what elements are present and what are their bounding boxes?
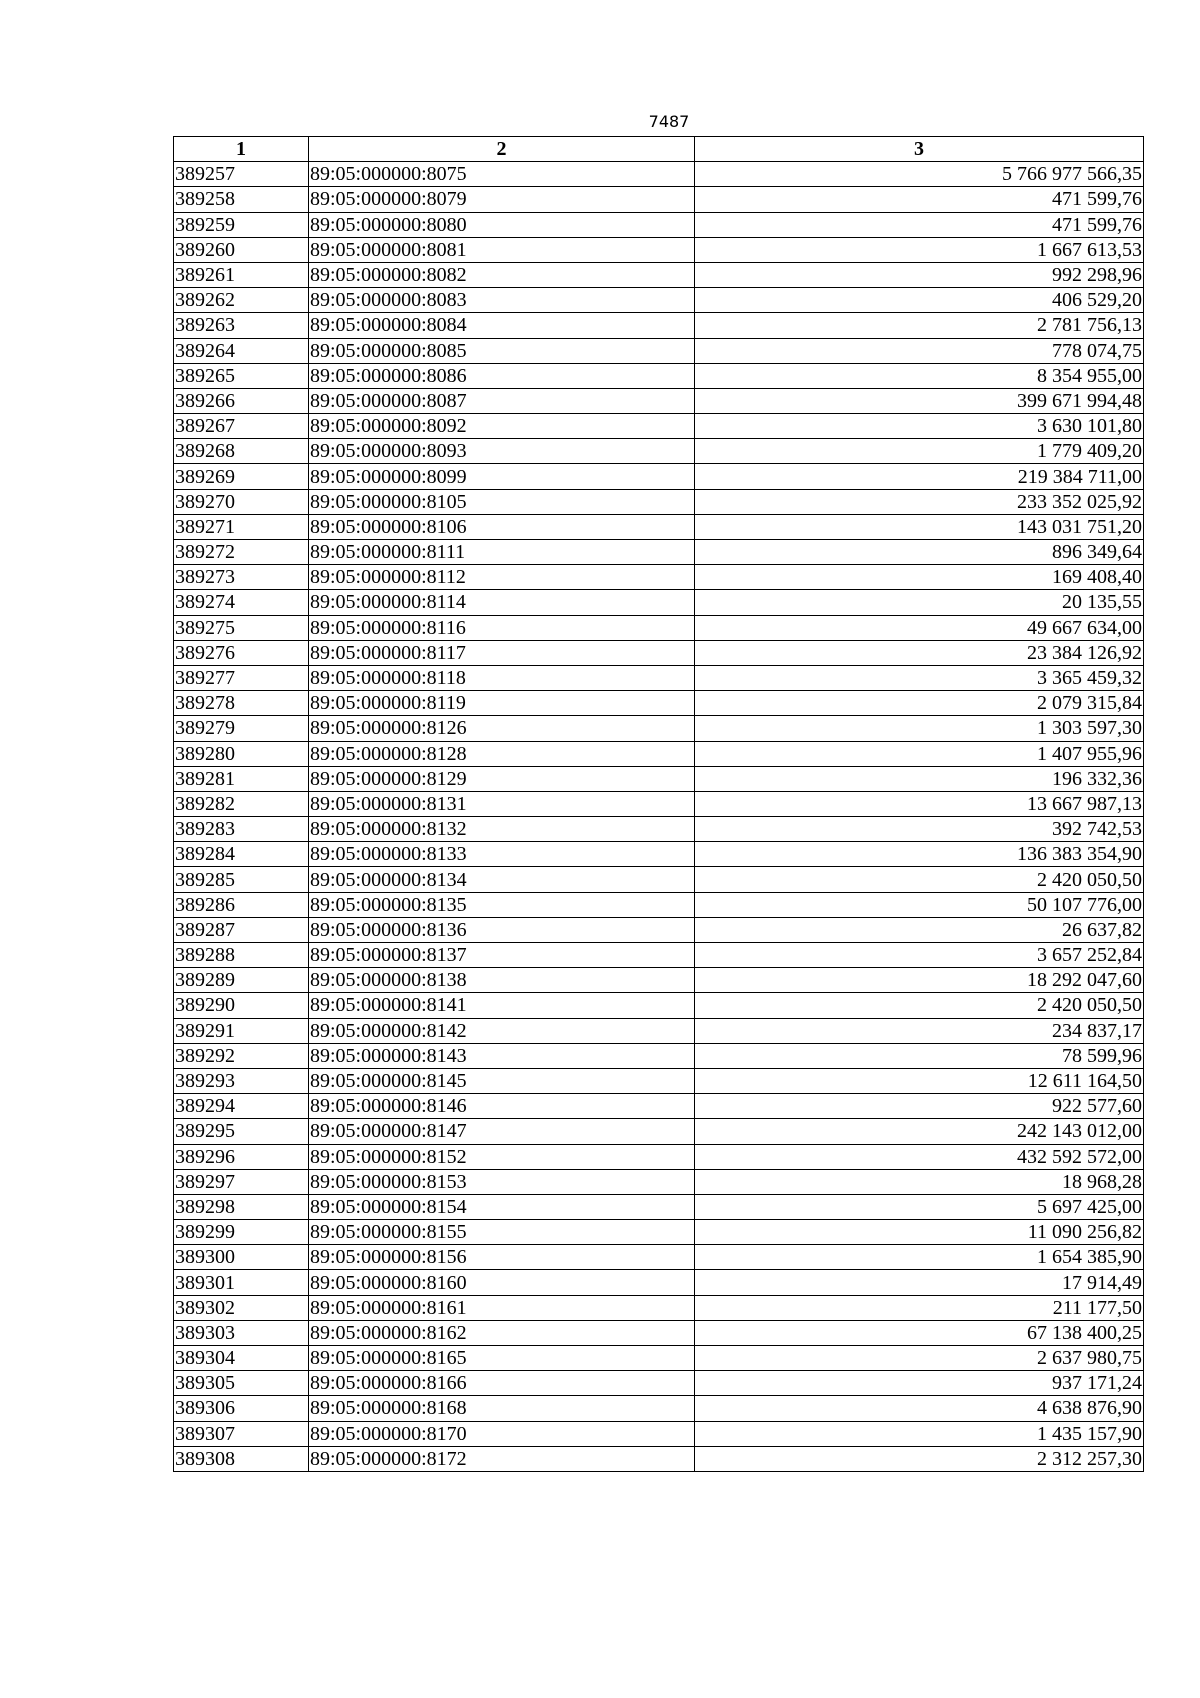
value-cell: 8 354 955,00 bbox=[695, 363, 1144, 388]
cadastral-number-cell: 89:05:000000:8156 bbox=[309, 1245, 695, 1270]
row-id-cell: 389285 bbox=[174, 867, 309, 892]
table-row bbox=[174, 766, 1144, 791]
value-cell: 3 657 252,84 bbox=[695, 943, 1144, 968]
column-header-2: 2 bbox=[309, 137, 695, 162]
table-row bbox=[174, 514, 1144, 539]
cadastral-number-cell: 89:05:000000:8152 bbox=[309, 1144, 695, 1169]
row-id-cell: 389278 bbox=[174, 691, 309, 716]
table-row bbox=[174, 741, 1144, 766]
value-cell: 5 766 977 566,35 bbox=[695, 162, 1144, 187]
row-id-cell: 389281 bbox=[174, 766, 309, 791]
cadastral-number-cell: 89:05:000000:8138 bbox=[309, 968, 695, 993]
table-row bbox=[174, 288, 1144, 313]
cadastral-number-cell: 89:05:000000:8082 bbox=[309, 262, 695, 287]
row-id-cell: 389282 bbox=[174, 791, 309, 816]
cadastral-number-cell: 89:05:000000:8142 bbox=[309, 1018, 695, 1043]
value-cell: 169 408,40 bbox=[695, 565, 1144, 590]
value-cell: 399 671 994,48 bbox=[695, 388, 1144, 413]
cadastral-number-cell: 89:05:000000:8137 bbox=[309, 943, 695, 968]
table-row bbox=[174, 817, 1144, 842]
cadastral-number-cell: 89:05:000000:8079 bbox=[309, 187, 695, 212]
table-row bbox=[174, 1119, 1144, 1144]
value-cell: 12 611 164,50 bbox=[695, 1068, 1144, 1093]
value-cell: 211 177,50 bbox=[695, 1295, 1144, 1320]
row-id-cell: 389269 bbox=[174, 464, 309, 489]
cadastral-number-cell: 89:05:000000:8092 bbox=[309, 414, 695, 439]
row-id-cell: 389287 bbox=[174, 917, 309, 942]
cadastral-number-cell: 89:05:000000:8141 bbox=[309, 993, 695, 1018]
row-id-cell: 389302 bbox=[174, 1295, 309, 1320]
row-id-cell: 389296 bbox=[174, 1144, 309, 1169]
value-cell: 18 292 047,60 bbox=[695, 968, 1144, 993]
table-row bbox=[174, 791, 1144, 816]
cadastral-number-cell: 89:05:000000:8114 bbox=[309, 590, 695, 615]
value-cell: 1 303 597,30 bbox=[695, 716, 1144, 741]
table-row bbox=[174, 1068, 1144, 1093]
value-cell: 67 138 400,25 bbox=[695, 1320, 1144, 1345]
cadastral-number-cell: 89:05:000000:8112 bbox=[309, 565, 695, 590]
value-cell: 406 529,20 bbox=[695, 288, 1144, 313]
cadastral-number-cell: 89:05:000000:8126 bbox=[309, 716, 695, 741]
table-row bbox=[174, 363, 1144, 388]
cadastral-number-cell: 89:05:000000:8118 bbox=[309, 665, 695, 690]
value-cell: 896 349,64 bbox=[695, 540, 1144, 565]
value-cell: 1 654 385,90 bbox=[695, 1245, 1144, 1270]
table-row bbox=[174, 943, 1144, 968]
table-row bbox=[174, 464, 1144, 489]
cadastral-number-cell: 89:05:000000:8080 bbox=[309, 212, 695, 237]
table-row bbox=[174, 1270, 1144, 1295]
value-cell: 392 742,53 bbox=[695, 817, 1144, 842]
row-id-cell: 389308 bbox=[174, 1446, 309, 1471]
value-cell: 20 135,55 bbox=[695, 590, 1144, 615]
row-id-cell: 389306 bbox=[174, 1396, 309, 1421]
table-row bbox=[174, 414, 1144, 439]
value-cell: 1 667 613,53 bbox=[695, 237, 1144, 262]
row-id-cell: 389286 bbox=[174, 892, 309, 917]
row-id-cell: 389301 bbox=[174, 1270, 309, 1295]
cadastral-number-cell: 89:05:000000:8161 bbox=[309, 1295, 695, 1320]
value-cell: 196 332,36 bbox=[695, 766, 1144, 791]
table-row bbox=[174, 1043, 1144, 1068]
value-cell: 18 968,28 bbox=[695, 1169, 1144, 1194]
table-row bbox=[174, 237, 1144, 262]
table-row bbox=[174, 665, 1144, 690]
cadastral-number-cell: 89:05:000000:8168 bbox=[309, 1396, 695, 1421]
table-row bbox=[174, 187, 1144, 212]
row-id-cell: 389266 bbox=[174, 388, 309, 413]
cadastral-number-cell: 89:05:000000:8132 bbox=[309, 817, 695, 842]
row-id-cell: 389271 bbox=[174, 514, 309, 539]
cadastral-number-cell: 89:05:000000:8143 bbox=[309, 1043, 695, 1068]
cadastral-number-cell: 89:05:000000:8146 bbox=[309, 1094, 695, 1119]
table-row bbox=[174, 1220, 1144, 1245]
table-row bbox=[174, 917, 1144, 942]
row-id-cell: 389273 bbox=[174, 565, 309, 590]
value-cell: 13 667 987,13 bbox=[695, 791, 1144, 816]
row-id-cell: 389283 bbox=[174, 817, 309, 842]
table-row bbox=[174, 439, 1144, 464]
table-row bbox=[174, 338, 1144, 363]
cadastral-number-cell: 89:05:000000:8154 bbox=[309, 1194, 695, 1219]
row-id-cell: 389258 bbox=[174, 187, 309, 212]
row-id-cell: 389257 bbox=[174, 162, 309, 187]
cadastral-number-cell: 89:05:000000:8087 bbox=[309, 388, 695, 413]
cadastral-number-cell: 89:05:000000:8105 bbox=[309, 489, 695, 514]
row-id-cell: 389268 bbox=[174, 439, 309, 464]
cadastral-number-cell: 89:05:000000:8131 bbox=[309, 791, 695, 816]
table-row bbox=[174, 565, 1144, 590]
row-id-cell: 389300 bbox=[174, 1245, 309, 1270]
value-cell: 937 171,24 bbox=[695, 1371, 1144, 1396]
row-id-cell: 389277 bbox=[174, 665, 309, 690]
value-cell: 143 031 751,20 bbox=[695, 514, 1144, 539]
value-cell: 50 107 776,00 bbox=[695, 892, 1144, 917]
row-id-cell: 389270 bbox=[174, 489, 309, 514]
value-cell: 3 365 459,32 bbox=[695, 665, 1144, 690]
table-row bbox=[174, 388, 1144, 413]
table-header bbox=[174, 137, 1144, 162]
row-id-cell: 389307 bbox=[174, 1421, 309, 1446]
row-id-cell: 389305 bbox=[174, 1371, 309, 1396]
value-cell: 5 697 425,00 bbox=[695, 1194, 1144, 1219]
table-row bbox=[174, 1245, 1144, 1270]
row-id-cell: 389275 bbox=[174, 615, 309, 640]
column-header-3: 3 bbox=[695, 137, 1144, 162]
row-id-cell: 389293 bbox=[174, 1068, 309, 1093]
table-row bbox=[174, 489, 1144, 514]
table-row bbox=[174, 892, 1144, 917]
row-id-cell: 389261 bbox=[174, 262, 309, 287]
row-id-cell: 389289 bbox=[174, 968, 309, 993]
value-cell: 3 630 101,80 bbox=[695, 414, 1144, 439]
table-row bbox=[174, 313, 1144, 338]
value-cell: 778 074,75 bbox=[695, 338, 1144, 363]
row-id-cell: 389297 bbox=[174, 1169, 309, 1194]
table-row bbox=[174, 1396, 1144, 1421]
row-id-cell: 389263 bbox=[174, 313, 309, 338]
table-row bbox=[174, 1018, 1144, 1043]
cadastral-number-cell: 89:05:000000:8081 bbox=[309, 237, 695, 262]
value-cell: 23 384 126,92 bbox=[695, 640, 1144, 665]
cadastral-number-cell: 89:05:000000:8083 bbox=[309, 288, 695, 313]
value-cell: 2 420 050,50 bbox=[695, 867, 1144, 892]
row-id-cell: 389304 bbox=[174, 1346, 309, 1371]
table-row bbox=[174, 1194, 1144, 1219]
cadastral-number-cell: 89:05:000000:8134 bbox=[309, 867, 695, 892]
cadastral-number-cell: 89:05:000000:8116 bbox=[309, 615, 695, 640]
value-cell: 26 637,82 bbox=[695, 917, 1144, 942]
row-id-cell: 389262 bbox=[174, 288, 309, 313]
table-row bbox=[174, 212, 1144, 237]
cadastral-number-cell: 89:05:000000:8117 bbox=[309, 640, 695, 665]
table-row bbox=[174, 1371, 1144, 1396]
cadastral-number-cell: 89:05:000000:8106 bbox=[309, 514, 695, 539]
row-id-cell: 389260 bbox=[174, 237, 309, 262]
cadastral-number-cell: 89:05:000000:8160 bbox=[309, 1270, 695, 1295]
table-row bbox=[174, 1320, 1144, 1345]
row-id-cell: 389288 bbox=[174, 943, 309, 968]
value-cell: 922 577,60 bbox=[695, 1094, 1144, 1119]
cadastral-number-cell: 89:05:000000:8129 bbox=[309, 766, 695, 791]
value-cell: 471 599,76 bbox=[695, 187, 1144, 212]
table-row bbox=[174, 842, 1144, 867]
cadastral-number-cell: 89:05:000000:8133 bbox=[309, 842, 695, 867]
table-row bbox=[174, 1295, 1144, 1320]
row-id-cell: 389264 bbox=[174, 338, 309, 363]
cadastral-number-cell: 89:05:000000:8075 bbox=[309, 162, 695, 187]
cadastral-number-cell: 89:05:000000:8084 bbox=[309, 313, 695, 338]
cadastral-number-cell: 89:05:000000:8135 bbox=[309, 892, 695, 917]
table-row bbox=[174, 1446, 1144, 1471]
value-cell: 233 352 025,92 bbox=[695, 489, 1144, 514]
cadastral-number-cell: 89:05:000000:8165 bbox=[309, 1346, 695, 1371]
value-cell: 2 637 980,75 bbox=[695, 1346, 1144, 1371]
value-cell: 2 420 050,50 bbox=[695, 993, 1144, 1018]
value-cell: 17 914,49 bbox=[695, 1270, 1144, 1295]
row-id-cell: 389272 bbox=[174, 540, 309, 565]
table-row bbox=[174, 1421, 1144, 1446]
row-id-cell: 389291 bbox=[174, 1018, 309, 1043]
value-cell: 1 435 157,90 bbox=[695, 1421, 1144, 1446]
page-number: 7487 bbox=[648, 112, 690, 131]
row-id-cell: 389267 bbox=[174, 414, 309, 439]
value-cell: 992 298,96 bbox=[695, 262, 1144, 287]
column-header-1: 1 bbox=[174, 137, 309, 162]
value-cell: 78 599,96 bbox=[695, 1043, 1144, 1068]
cadastral-number-cell: 89:05:000000:8147 bbox=[309, 1119, 695, 1144]
cadastral-number-cell: 89:05:000000:8093 bbox=[309, 439, 695, 464]
row-id-cell: 389280 bbox=[174, 741, 309, 766]
table-row bbox=[174, 540, 1144, 565]
value-cell: 471 599,76 bbox=[695, 212, 1144, 237]
cadastral-number-cell: 89:05:000000:8099 bbox=[309, 464, 695, 489]
value-cell: 1 407 955,96 bbox=[695, 741, 1144, 766]
cadastral-number-cell: 89:05:000000:8136 bbox=[309, 917, 695, 942]
cadastral-number-cell: 89:05:000000:8172 bbox=[309, 1446, 695, 1471]
value-cell: 234 837,17 bbox=[695, 1018, 1144, 1043]
table-row bbox=[174, 691, 1144, 716]
cadastral-number-cell: 89:05:000000:8170 bbox=[309, 1421, 695, 1446]
value-cell: 2 781 756,13 bbox=[695, 313, 1144, 338]
table-row bbox=[174, 162, 1144, 187]
table-row bbox=[174, 1094, 1144, 1119]
cadastral-number-cell: 89:05:000000:8162 bbox=[309, 1320, 695, 1345]
row-id-cell: 389303 bbox=[174, 1320, 309, 1345]
table-row bbox=[174, 590, 1144, 615]
cadastral-number-cell: 89:05:000000:8166 bbox=[309, 1371, 695, 1396]
row-id-cell: 389290 bbox=[174, 993, 309, 1018]
row-id-cell: 389274 bbox=[174, 590, 309, 615]
row-id-cell: 389295 bbox=[174, 1119, 309, 1144]
cadastral-number-cell: 89:05:000000:8153 bbox=[309, 1169, 695, 1194]
cadastral-number-cell: 89:05:000000:8111 bbox=[309, 540, 695, 565]
value-cell: 1 779 409,20 bbox=[695, 439, 1144, 464]
cadastral-number-cell: 89:05:000000:8145 bbox=[309, 1068, 695, 1093]
cadastral-number-cell: 89:05:000000:8128 bbox=[309, 741, 695, 766]
value-cell: 4 638 876,90 bbox=[695, 1396, 1144, 1421]
row-id-cell: 389265 bbox=[174, 363, 309, 388]
table-row bbox=[174, 968, 1144, 993]
cadastral-number-cell: 89:05:000000:8085 bbox=[309, 338, 695, 363]
table-row bbox=[174, 262, 1144, 287]
row-id-cell: 389284 bbox=[174, 842, 309, 867]
cadastral-number-cell: 89:05:000000:8119 bbox=[309, 691, 695, 716]
cadastral-number-cell: 89:05:000000:8155 bbox=[309, 1220, 695, 1245]
row-id-cell: 389299 bbox=[174, 1220, 309, 1245]
data-table bbox=[173, 136, 1144, 1472]
table-row bbox=[174, 716, 1144, 741]
value-cell: 136 383 354,90 bbox=[695, 842, 1144, 867]
row-id-cell: 389279 bbox=[174, 716, 309, 741]
table-row bbox=[174, 1346, 1144, 1371]
row-id-cell: 389294 bbox=[174, 1094, 309, 1119]
table-row bbox=[174, 640, 1144, 665]
value-cell: 2 312 257,30 bbox=[695, 1446, 1144, 1471]
table-row bbox=[174, 993, 1144, 1018]
header-row bbox=[174, 137, 1144, 162]
value-cell: 219 384 711,00 bbox=[695, 464, 1144, 489]
table-row bbox=[174, 1144, 1144, 1169]
table-body bbox=[174, 162, 1144, 1472]
row-id-cell: 389259 bbox=[174, 212, 309, 237]
value-cell: 2 079 315,84 bbox=[695, 691, 1144, 716]
cadastral-number-cell: 89:05:000000:8086 bbox=[309, 363, 695, 388]
row-id-cell: 389298 bbox=[174, 1194, 309, 1219]
row-id-cell: 389276 bbox=[174, 640, 309, 665]
table-row bbox=[174, 1169, 1144, 1194]
value-cell: 11 090 256,82 bbox=[695, 1220, 1144, 1245]
value-cell: 432 592 572,00 bbox=[695, 1144, 1144, 1169]
value-cell: 49 667 634,00 bbox=[695, 615, 1144, 640]
value-cell: 242 143 012,00 bbox=[695, 1119, 1144, 1144]
table-row bbox=[174, 867, 1144, 892]
row-id-cell: 389292 bbox=[174, 1043, 309, 1068]
table-row bbox=[174, 615, 1144, 640]
